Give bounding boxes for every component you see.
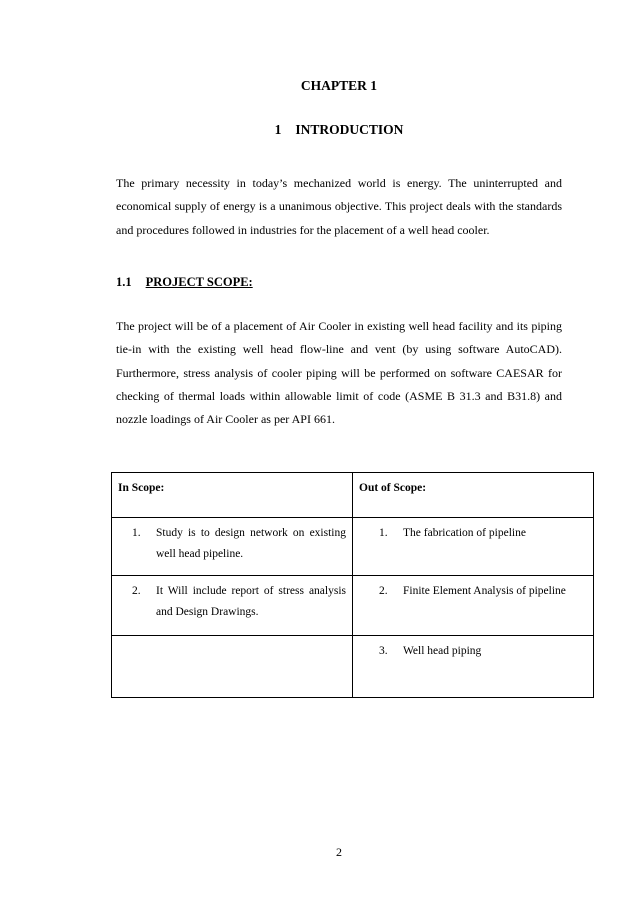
item-text: Well head piping [403, 645, 482, 657]
section-heading [0, 122, 638, 138]
chapter-heading: CHAPTER 1 [300, 78, 378, 93]
subsection-title: PROJECT SCOPE: [145, 275, 253, 289]
section-title: INTRODUCTION [295, 122, 404, 137]
item-text: It Will include report of stress analysis and Design Drawings. [156, 585, 346, 618]
section-number: 1 [274, 122, 282, 137]
out-of-scope-item [359, 581, 587, 602]
scope-table [111, 472, 594, 698]
in-scope-cell [112, 576, 353, 636]
item-number: 1. [379, 527, 388, 539]
page-number: 2 [336, 845, 342, 859]
item-number: 2. [132, 585, 141, 597]
table-row [112, 576, 594, 636]
intro-paragraph: The primary necessity in today’s mechanized world is energy. The uninterrupted and economical supply of energy is a unanimous objective. This project deals with the standards and procedures followed in industries for the placement of a well head cooler. [116, 176, 562, 237]
item-number: 2. [379, 585, 388, 597]
out-of-scope-header: Out of Scope: [353, 473, 594, 518]
table-header-row [112, 473, 594, 518]
item-text: The fabrication of pipeline [403, 527, 526, 539]
in-scope-header: In Scope: [112, 473, 353, 518]
item-number: 3. [379, 645, 388, 657]
table-row [112, 518, 594, 576]
in-scope-item [118, 523, 346, 565]
table-row [112, 636, 594, 698]
in-scope-cell [112, 518, 353, 576]
item-text: Study is to design network on existing well head pipeline. [156, 527, 346, 560]
subsection-number: 1.1 [116, 275, 132, 289]
scope-paragraph: The project will be of a placement of Air Cooler in existing well head facility and its piping tie-in with the existing well head flow-line and vent (by using software AutoCAD). Furthermore, stress analysis of cooler piping will be performed on software CAESAR for checking of thermal loads within allowable limit of code (ASME B 31.3 and B31.8) and nozzle loadings of Air Cooler as per API 661. [116, 319, 562, 427]
out-of-scope-item [359, 641, 587, 662]
item-number: 1. [132, 527, 141, 539]
out-of-scope-cell [353, 518, 594, 576]
in-scope-item [118, 581, 346, 623]
item-text: Finite Element Analysis of pipeline [403, 585, 566, 597]
subsection-heading [116, 275, 253, 290]
out-of-scope-cell [353, 636, 594, 698]
out-of-scope-cell [353, 576, 594, 636]
out-of-scope-item [359, 523, 587, 544]
in-scope-cell-empty [112, 636, 353, 698]
